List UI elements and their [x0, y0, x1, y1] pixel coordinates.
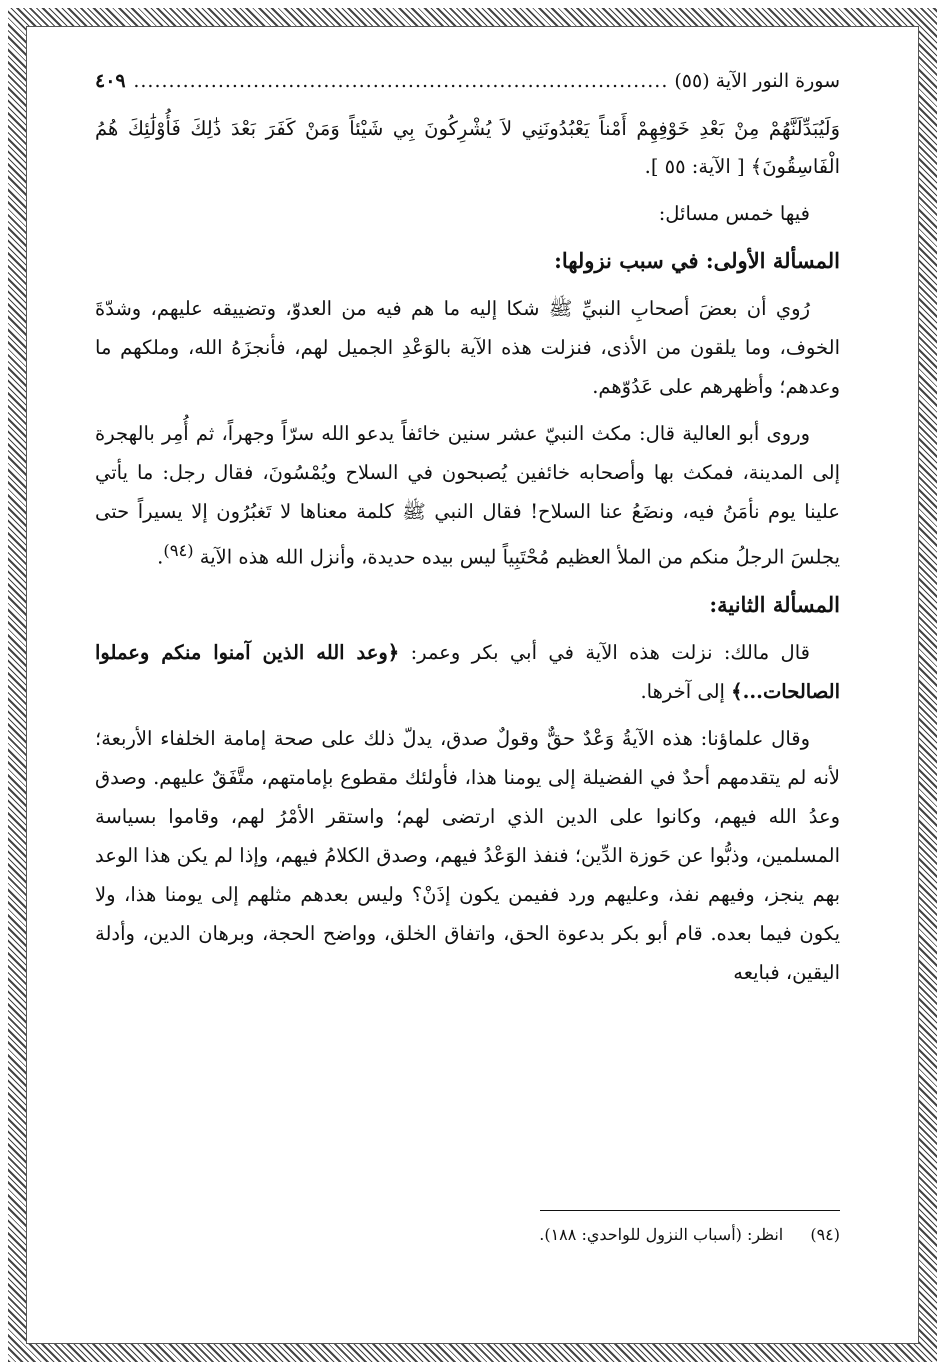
section1-paragraph-2: وروى أبو العالية قال: مكث النبيّ عشر سنين خائفاً يدعو الله سرّاً وجهراً، ثم أُمِر بالهجرة إلى المدينة، فمكث بها وأصحابه خائفين يُصبحون في السلاح ويُمْسُونَ، فقال رجل: ما يأتي علينا يوم نأمَنُ فيه، ونضَعُ عنا السلاح! فقال النبي ﷺ كلمة معناها لا تَغبُرُون إلا يسيراً حتى يجلسَ الرجلُ منكم من الملأ العظيم مُحْتَبِياً ليس بيده حديدة، وأنزل الله هذه الآية $^{(٩٤)}$. [95, 422, 840, 569]
section2-paragraph-1-start: قال مالك: نزلت هذه الآية في أبي بكر وعمر: [399, 640, 810, 664]
book-page [95, 70, 840, 1310]
quran-verse: وَلَيُبَدِّلَنَّهُمْ مِنْ بَعْدِ خَوْفِهِمْ أَمْناً يَعْبُدُونَنِي لاَ يُشْرِكُونَ بِي شَيْئاً وَمَنْ كَفَرَ بَعْدَ ذَٰلِكَ فَأُوْلَٰئِكَ هُمُ الْفَاسِقُونَ﴾ [ الآية: ٥٥ ]. [95, 117, 840, 178]
verse-quote: ﴿وعد الله الذين آمنوا منكم وعملوا الصالحات...﴾ [95, 640, 840, 703]
footnote-divider [540, 1210, 840, 1211]
section2-paragraph-1-end: إلى آخرها. [640, 679, 732, 703]
running-header [95, 70, 840, 106]
footnote-text: انظر: (أسباب النزول للواحدي: ١٨٨). [539, 1225, 784, 1244]
header-title: سورة النور الآية (٥٥) [674, 70, 840, 92]
section1-paragraph-2-text: وروى أبو العالية قال: مكث النبيّ عشر سنين خائفاً يدعو الله سرّاً وجهراً، ثم أُمِر بالهجرة إلى المدينة، فمكث بها وأصحابه خائفين يُصبحون في السلاح ويُمْسُونَ، فقال رجل: ما يأتي علينا يوم نأمَنُ فيه، ونضَعُ عنا السلاح! فقال النبي ﷺ كلمة معناها لا تَغبُرُون إلا يسيراً حتى يجلسَ الرجلُ منكم من الملأ العظيم مُحْتَبِياً ليس بيده حديدة، وأنزل الله هذه الآية [95, 422, 840, 569]
page-number: ٤٠٩ [95, 70, 126, 92]
footnote [539, 1222, 840, 1248]
footnote-number: (٩٤) [810, 1225, 840, 1244]
header-leader-dots [132, 70, 669, 92]
intro-line: فيها خمس مسائل: [658, 202, 810, 225]
section2-paragraph-2: وقال علماؤنا: هذه الآيةُ وَعْدٌ حقٌّ وقولٌ صدق، يدلّ ذلك على صحة إمامة الخلفاء الأربعة؛ لأنه لم يتقدمهم أحدٌ في الفضيلة إلى يومنا هذا، فأولئك مقطوع بإمامتهم، متَّفَقٌ عليهم. وصدق وعدُ الله فيهم، وكانوا على الدين الذي ارتضى لهم؛ واستقر الأمْرُ لهم، وقاموا بسياسة المسلمين، وذبُّوا عن حَوزة الدِّين؛ فنفذ الوَعْدُ فيهم، وصدق الكلامُ فيهم، وإذا لم يكن هذا الوعد بهم ينجز، وفيهم نفذ، وعليهم ورد ففيمن يكون إذَنْ؟ وليس بعدهم مثلهم إلى يومنا هذا، ولا يكون فيما بعده. قام أبو بكر بدعوة الحق، واتفاق الخلق، وواضح الحجة، وبرهان الدين، وأدلة اليقين، فبايعه [95, 726, 840, 984]
footnote-reference[interactable]: (٩٤) [163, 541, 194, 560]
section-heading-1: المسألة الأولى: في سبب نزولها: [554, 248, 840, 273]
section-heading-2: المسألة الثانية: [709, 591, 840, 617]
section1-paragraph-1: رُوي أن بعضَ أصحابِ النبيِّ ﷺ شكا إليه ما هم فيه من العدوّ، وتضييقه عليهم، وشدّةَ الخوف، وما يلقون من الأذى، فنزلت هذه الآية بالوَعْدِ الجميل لهم، فأنجزَهُ الله، وملكهم ما وعدهم؛ وأظهرهم على عَدُوّهم. [95, 297, 840, 398]
section2-paragraph-1 [95, 633, 840, 711]
